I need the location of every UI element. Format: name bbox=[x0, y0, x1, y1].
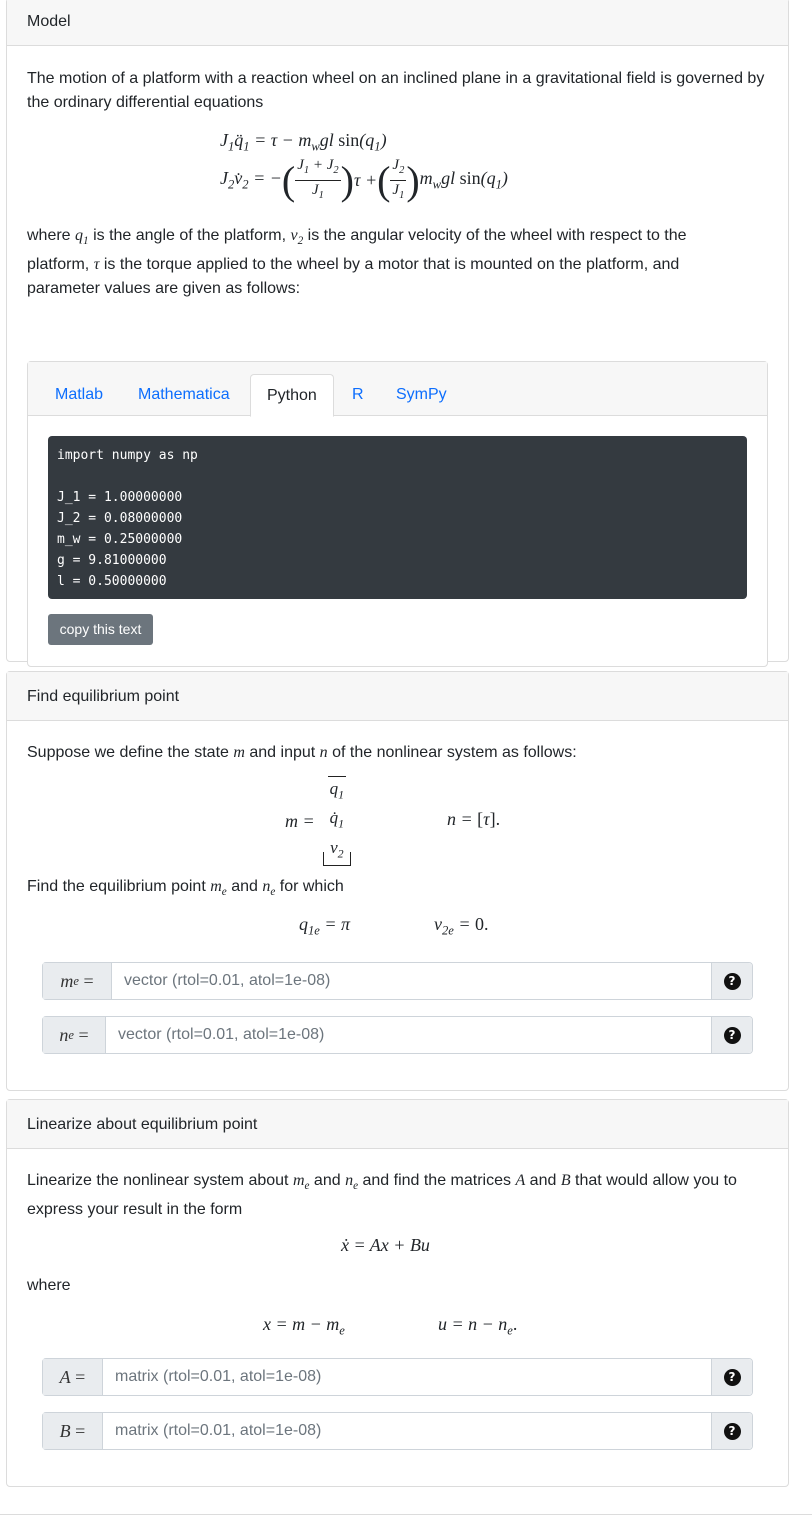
code-line: import numpy as np bbox=[57, 448, 198, 463]
model-header: Model bbox=[7, 0, 788, 46]
equation-1: $J_1q̈_1 = \tau - m_wgl$ $\sin(q_1)$ bbox=[220, 130, 387, 154]
question-circle-icon: ? bbox=[724, 1423, 741, 1440]
u-definition: $u = n - n_e$. bbox=[438, 1314, 518, 1338]
question-circle-icon: ? bbox=[724, 1369, 741, 1386]
model-where: where $q_1$ is the angle of the platform, $v_2$ is the angular velocity of the wheel with respect to the platform, τ is the torque applied to the wheel by a motor that is mounted on the platform, and parameter values are given as follows: bbox=[27, 227, 687, 298]
me-help-button[interactable] bbox=[711, 963, 752, 999]
tab-sympy[interactable]: SymPy bbox=[396, 386, 447, 403]
tab-mathematica[interactable]: Mathematica bbox=[138, 386, 230, 403]
linear-form-equation: ẋ = Ax + Bu bbox=[341, 1235, 430, 1255]
a-input-group bbox=[42, 1358, 753, 1396]
code-line: g = 9.81000000 bbox=[57, 553, 167, 568]
b-label: B = bbox=[43, 1413, 103, 1449]
a-label: A = bbox=[43, 1359, 103, 1395]
equilibrium-header: Find equilibrium point bbox=[7, 672, 788, 721]
tab-matlab[interactable]: Matlab bbox=[55, 386, 104, 403]
tab-python[interactable]: Python bbox=[250, 374, 334, 417]
condition-q1e: $q_{1e} = \pi$ bbox=[299, 914, 351, 938]
a-matrix-input[interactable] bbox=[103, 1359, 711, 1395]
ne-help-button[interactable] bbox=[711, 1017, 752, 1053]
ne-input-group bbox=[42, 1016, 753, 1054]
x-definition: $x = m - m_e$ bbox=[263, 1314, 345, 1338]
ne-input[interactable] bbox=[106, 1017, 711, 1053]
linearize-card bbox=[6, 1099, 789, 1487]
me-input-group bbox=[42, 962, 753, 1000]
a-help-button[interactable] bbox=[711, 1359, 752, 1395]
code-line: J_1 = 1.00000000 bbox=[57, 490, 183, 505]
equilibrium-find: Find the equilibrium point $m_e$ and $n_e$ for which bbox=[27, 878, 344, 899]
question-circle-icon: ? bbox=[724, 1027, 741, 1044]
tab-r[interactable]: R bbox=[352, 386, 364, 403]
b-help-button[interactable] bbox=[711, 1413, 752, 1449]
me-label: m e = bbox=[43, 963, 112, 999]
model-card bbox=[6, 0, 789, 662]
equilibrium-card bbox=[6, 671, 789, 1091]
code-line: l = 0.50000000 bbox=[57, 574, 167, 589]
language-tabbar bbox=[28, 362, 767, 416]
code-line: J_2 = 0.08000000 bbox=[57, 511, 183, 526]
python-code-block bbox=[48, 436, 747, 599]
code-line: m_w = 0.25000000 bbox=[57, 532, 183, 547]
equilibrium-intro: Suppose we define the state m and input n of the nonlinear system as follows: bbox=[27, 744, 577, 761]
linearize-where: where bbox=[27, 1277, 71, 1294]
me-input[interactable] bbox=[112, 963, 711, 999]
ne-label: n e = bbox=[43, 1017, 106, 1053]
question-circle-icon: ? bbox=[724, 973, 741, 990]
equation-2: $J_2v̇_2$ = − ( $\frac{J_1 + J_2}{J_1}$ ) τ + ( $\frac{J_2}{J_1}$ ) $m_wgl$ $\sin(q_1)$ bbox=[220, 156, 508, 203]
b-input-group bbox=[42, 1412, 753, 1450]
code-line bbox=[57, 466, 738, 487]
copy-text-button[interactable]: copy this text bbox=[48, 614, 153, 645]
code-tabs-card bbox=[27, 361, 768, 667]
input-definition: n = [τ]. bbox=[447, 809, 501, 829]
state-definition: m = $q_1$ $q̇_1$ $v_2$ bbox=[285, 783, 351, 859]
model-intro: The motion of a platform with a reaction wheel on an inclined plane in a gravitational field is governed by the ordinary differential equations bbox=[27, 70, 765, 111]
condition-v2e: $v_{2e} = 0$. bbox=[434, 914, 489, 938]
b-matrix-input[interactable] bbox=[103, 1413, 711, 1449]
linearize-header: Linearize about equilibrium point bbox=[7, 1100, 788, 1149]
page-bottom-divider bbox=[0, 1514, 812, 1515]
linearize-intro: Linearize the nonlinear system about $m_e$ and $n_e$ and find the matrices A and B that would allow you to express your result in the form bbox=[27, 1172, 737, 1219]
